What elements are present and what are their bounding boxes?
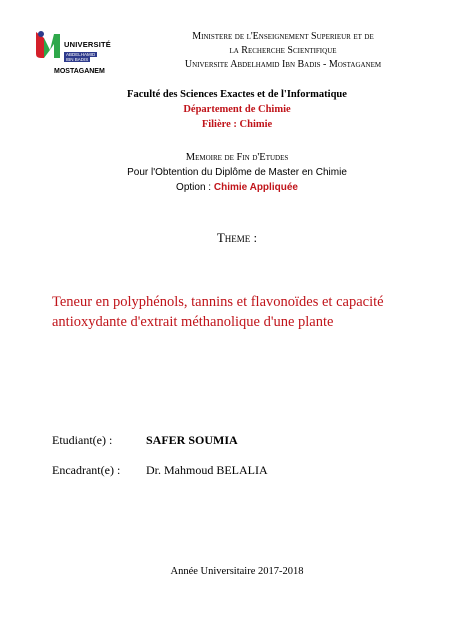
university-logo xyxy=(32,28,112,80)
option-value: Chimie Appliquée xyxy=(213,182,298,193)
logo-ibn-badis-text: IBN BADIS xyxy=(66,57,89,62)
filiere-name: Filière : Chimie xyxy=(201,119,273,130)
memoire-title: Memoire de Fin d'Etudes xyxy=(185,152,289,163)
university-line: Universite Abdelhamid Ibn Badis - Mostaganem xyxy=(184,59,382,70)
option-label: Option : xyxy=(176,182,214,193)
thesis-title: Teneur en polyphénols, tannins et flavonoïdes et capacité antioxydante d'extrait méthanolique d'une plante xyxy=(52,294,384,330)
ministry-header xyxy=(118,30,448,72)
faculty-name: Faculté des Sciences Exactes et de l'Informatique xyxy=(127,89,347,100)
ministry-line-1: Ministere de l'Enseignement Superieur et de xyxy=(192,31,374,42)
student-name: SAFER SOUMIA xyxy=(146,433,238,447)
diploma-line: Pour l'Obtention du Diplôme de Master en Chimie xyxy=(127,167,347,178)
option-line xyxy=(0,180,474,195)
theme-label: Theme : xyxy=(216,230,258,245)
supervisor-name: Dr. Mahmoud BELALIA xyxy=(146,463,268,477)
ministry-line-2: la Recherche Scientifique xyxy=(229,45,337,56)
student-label: Etudiant(e) : xyxy=(52,433,113,447)
logo-university-text: UNIVERSITÉ xyxy=(64,40,112,49)
student-row xyxy=(52,433,238,448)
supervisor-label: Encadrant(e) : xyxy=(52,463,121,477)
academic-year: Année Universitaire 2017-2018 xyxy=(170,566,304,577)
logo-abdelhamid-text: ABDELHAMID xyxy=(66,52,96,57)
supervisor-row xyxy=(52,463,268,478)
logo-mostaganem-text: MOSTAGANEM xyxy=(54,68,105,75)
logo-emblem-icon xyxy=(32,28,64,62)
department-name: Département de Chimie xyxy=(183,104,291,115)
